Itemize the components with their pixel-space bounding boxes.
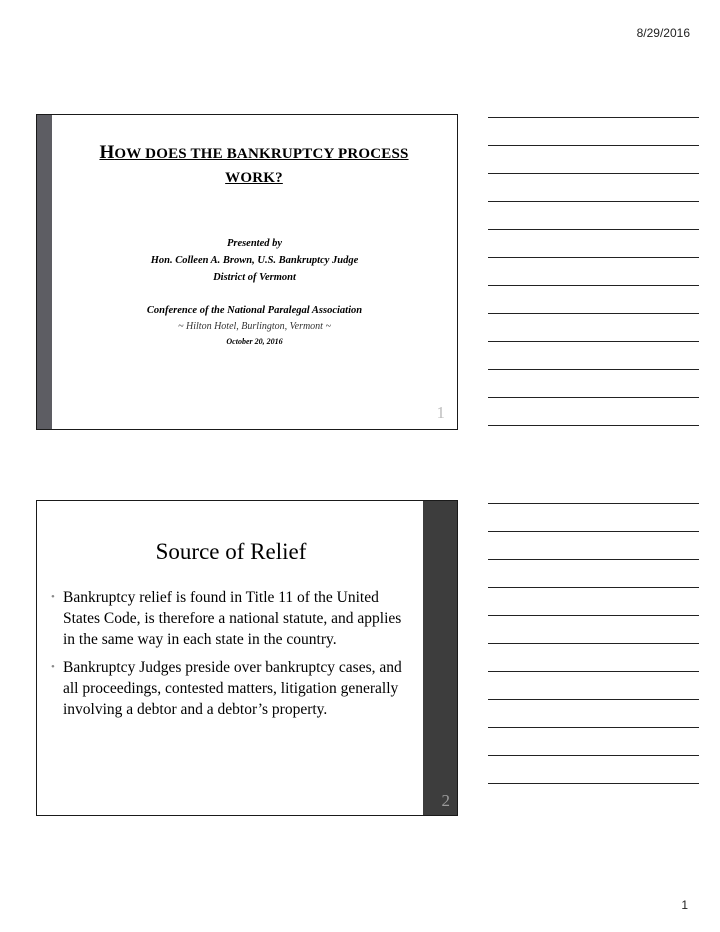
note-line [488,117,699,118]
slide-1-title-line2: WORK? [225,170,283,186]
note-line [488,615,699,616]
slide-2-title: Source of Relief [155,539,307,564]
note-line [488,313,699,314]
note-line [488,257,699,258]
header-date: 8/29/2016 [636,26,690,40]
note-line [488,503,699,504]
presenter-name: Hon. Colleen A. Brown, U.S. Bankruptcy Judge [150,255,359,266]
slide-1-side-bar [37,115,52,429]
slide-2-side-bar [423,501,457,815]
note-line [488,285,699,286]
slide-1-title-line1: OW DOES THE BANKRUPTCY PROCESS [114,146,409,162]
note-line [488,559,699,560]
note-line [488,369,699,370]
venue: ~ Hilton Hotel, Burlington, Vermont ~ [178,321,331,332]
note-line [488,699,699,700]
slide-2-bullet-list [51,587,409,727]
note-line [488,397,699,398]
slide-1 [36,114,458,430]
note-line [488,145,699,146]
list-item [51,657,409,720]
note-line [488,425,699,426]
slide-1-title-initial: H [99,142,115,163]
slide-1-number: 1 [436,403,445,422]
note-line [488,783,699,784]
slide-1-title [61,141,447,190]
district: District of Vermont [213,272,296,283]
note-line [488,531,699,532]
slide-2 [36,500,458,816]
bullet-icon: • [51,661,55,673]
note-line [488,643,699,644]
note-line [488,727,699,728]
note-line [488,229,699,230]
bullet-icon: • [51,591,55,603]
presentation-date: October 20, 2016 [226,337,283,346]
note-line [488,671,699,672]
conference-name: Conference of the National Paralegal Association [146,305,363,316]
note-line [488,755,699,756]
page-number: 1 [681,898,688,912]
note-line [488,341,699,342]
list-item [51,587,409,650]
note-line [488,587,699,588]
presented-by: Presented by [226,238,283,249]
bullet-text: Bankruptcy relief is found in Title 11 of the United States Code, is therefore a national statute, and applies in the same way in each state in the country. [63,589,402,648]
bullet-text: Bankruptcy Judges preside over bankruptcy cases, and all proceedings, contested matters, litigation generally involving a debtor and a debtor’s property. [63,659,402,718]
note-line [488,201,699,202]
note-line [488,173,699,174]
slide-2-number: 2 [441,791,450,810]
